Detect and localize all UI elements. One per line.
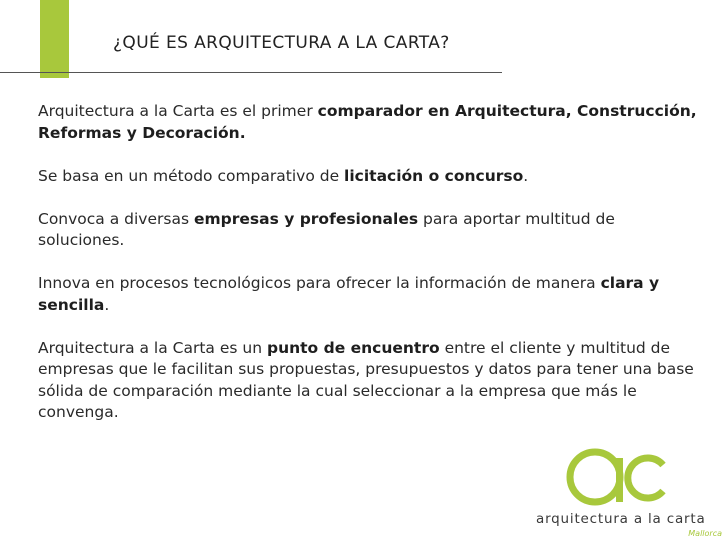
paragraph-method-tail: . [523, 166, 529, 185]
paragraph-innova-tail: . [104, 295, 110, 314]
paragraph-innova-text: Innova en procesos tecnológicos para ofrecer la información de manera [38, 274, 601, 292]
paragraph-intro-emphasis: comparador en Arquitectura, Construcción, Reformas y Decoración. [38, 102, 697, 142]
brand-logo [532, 447, 722, 543]
accent-bar [40, 0, 69, 78]
paragraph-intro-text: Arquitectura a la Carta es el primer [38, 102, 318, 120]
paragraph-encuentro-tail: entre el cliente y multitud de empresas que le facilitan sus propuestas, presupuestos y datos para tener una base sólida de comparación mediante la cual seleccionar a la empresa que más le convenga. [38, 338, 694, 421]
paragraph-convoca-tail: para aportar multitud de soluciones. [38, 209, 615, 249]
paragraph-method-text: Se basa en un método comparativo de [38, 166, 345, 185]
paragraph-convoca-emphasis: empresas y profesionales [193, 209, 419, 228]
logo-location: Mallorca [688, 529, 722, 538]
slide-title: ¿QUÉ ES ARQUITECTURA A LA CARTA? [113, 33, 450, 53]
paragraph-convoca-text: Convoca a diversas [38, 209, 194, 228]
logo-wordmark: arquitectura a la carta [536, 511, 706, 527]
paragraph-innova-emphasis: clara y sencilla [38, 274, 660, 314]
paragraph-method [38, 166, 698, 188]
slide-content [38, 101, 698, 445]
title-divider [0, 72, 502, 73]
paragraph-method-emphasis: licitación o concurso [344, 166, 524, 185]
logo-mark-icon [565, 447, 669, 507]
paragraph-innova [38, 273, 698, 316]
paragraph-encuentro [38, 338, 698, 424]
paragraph-convoca [38, 209, 698, 252]
paragraph-encuentro-text: Arquitectura a la Carta es un [38, 338, 267, 357]
paragraph-encuentro-emphasis: punto de encuentro [266, 338, 440, 357]
paragraph-intro [38, 101, 698, 144]
